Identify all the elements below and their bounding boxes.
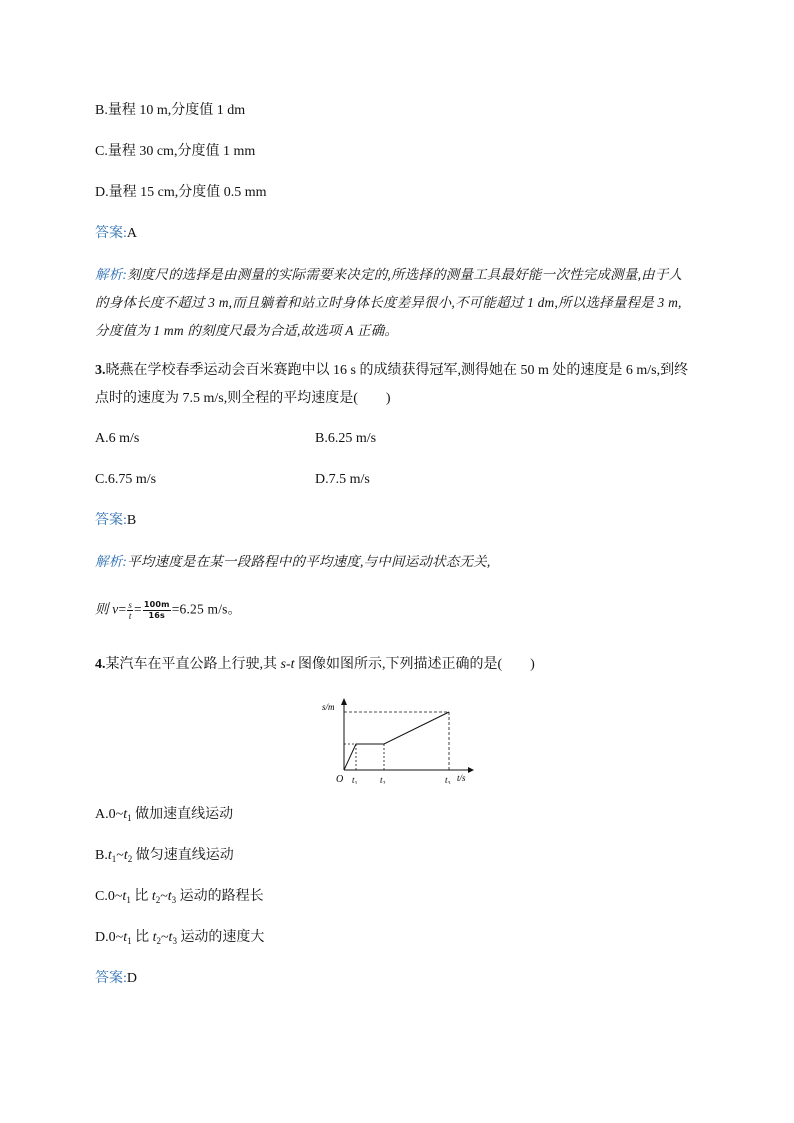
fraction-numerator: 100m [143, 600, 170, 609]
q3-option-b: B.6.25 m/s [315, 431, 377, 446]
option-sub: 2 [127, 854, 133, 864]
q3-option-a: A.6 m/s [95, 431, 140, 446]
answer-label: 答案: [95, 971, 127, 986]
option-var: t [122, 889, 127, 904]
answer-value: A [126, 226, 138, 241]
q3-options-row-2 [95, 471, 370, 489]
option-prefix: D.0~ [95, 930, 124, 945]
option-sub: 1 [127, 813, 132, 823]
option-tilde: ~ [160, 930, 169, 945]
answer-value: D [126, 971, 138, 986]
option-var: t [151, 889, 156, 904]
option-sub: 3 [171, 895, 177, 905]
question-text-st: s-t [280, 657, 295, 672]
option-sub: 1 [127, 936, 132, 946]
q4-option-c [95, 888, 264, 909]
option-var: t [123, 930, 128, 945]
option-sub: 1 [111, 854, 117, 864]
option-prefix: A.0~ [95, 807, 124, 822]
q3-stem-line-1 [95, 362, 688, 380]
q2-answer [95, 225, 137, 243]
question-text-b: 图像如图所示,下列描述正确的是( ) [294, 657, 535, 672]
q4-option-b [95, 847, 234, 868]
fraction-denominator: 16s [148, 611, 166, 620]
formula-v: v [112, 601, 119, 617]
formula-eq: = [118, 601, 127, 617]
formula-result: =6.25 m/s。 [171, 601, 242, 617]
option-text: 做加速直线运动 [131, 807, 234, 822]
t1-label: $t_1$ [352, 775, 358, 784]
option-text: 运动的速度大 [176, 930, 265, 945]
t3-label: $t_3$ [445, 775, 451, 784]
s-t-graph [318, 694, 478, 784]
option-text: 运动的路程长 [176, 889, 264, 904]
option-var: t [123, 848, 128, 863]
fraction-denominator: t [128, 611, 132, 621]
q3-explanation-line-1 [95, 553, 490, 571]
x-axis-label: t/s [457, 773, 466, 783]
y-axis-label: s/m [322, 702, 335, 712]
option-var: t [167, 889, 172, 904]
q2-explanation-line-1 [95, 266, 682, 284]
question-number: 4. [95, 657, 106, 672]
formula-eq-2: = [134, 601, 142, 617]
option-prefix: B. [95, 848, 108, 863]
option-var: t [123, 807, 128, 822]
fraction-values [143, 600, 171, 621]
question-number: 3. [95, 363, 106, 378]
explanation-text: 刻度尺的选择是由测量的实际需要来决定的,所选择的测量工具最好能一次性完成测量,由于人 [127, 267, 683, 282]
option-prefix: C.0~ [95, 889, 123, 904]
formula-prefix: 则 [95, 601, 113, 617]
q3-answer [95, 512, 136, 530]
q3-formula [95, 600, 241, 621]
q2-option-b: B.量程 10 m,分度值 1 dm [95, 103, 246, 118]
option-mid: 比 [131, 930, 153, 945]
q4-option-a [95, 806, 233, 827]
q4-stem [95, 656, 535, 674]
q4-answer [95, 970, 137, 988]
q2-option-d: D.量程 15 cm,分度值 0.5 mm [95, 185, 267, 200]
option-var: t [107, 848, 112, 863]
option-sub: 2 [156, 936, 161, 946]
question-text-a: 某汽车在平直公路上行驶,其 [105, 657, 281, 672]
q3-option-d: D.7.5 m/s [315, 472, 370, 487]
option-sub: 2 [155, 895, 161, 905]
q3-options-row-1 [95, 430, 377, 448]
option-sub: 1 [126, 895, 131, 905]
option-text: 做匀速直线运动 [132, 848, 234, 863]
s-t-line [344, 712, 449, 770]
option-var: t [152, 930, 157, 945]
option-sub: 3 [172, 936, 177, 946]
option-tilde: ~ [160, 889, 168, 904]
origin-label: O [336, 774, 344, 784]
question-text: 晓燕在学校春季运动会百米赛跑中以 16 s 的成绩获得冠军,测得她在 50 m 处的速度是 6 m/s,到终 [105, 363, 689, 378]
option-tilde: ~ [116, 848, 124, 863]
q4-option-d [95, 929, 264, 950]
answer-label: 答案: [95, 226, 127, 241]
t2-label: $t_2$ [380, 775, 386, 784]
q3-option-c: C.6.75 m/s [95, 472, 157, 487]
explanation-label: 解析: [95, 554, 128, 569]
x-axis-arrow [468, 767, 474, 773]
q2-option-c: C.量程 30 cm,分度值 1 mm [95, 144, 256, 159]
fraction-numerator: s [128, 600, 133, 610]
option-var: t [168, 930, 173, 945]
explanation-label: 解析: [95, 267, 128, 282]
y-axis-arrow [341, 698, 347, 705]
q2-explanation-line-3: 分度值为 1 mm 的刻度尺最为合适,故选项 A 正确。 [95, 323, 399, 338]
explanation-text: 平均速度是在某一段路程中的平均速度,与中间运动状态无关, [127, 554, 491, 569]
answer-label: 答案: [95, 513, 127, 528]
fraction-s-over-t [127, 600, 133, 621]
q2-explanation-line-2: 的身体长度不超过 3 m,而且躺着和站立时身体长度差异很小,不可能超过 1 dm,所以选择量程是 3 m, [95, 295, 682, 310]
option-mid: 比 [130, 889, 152, 904]
answer-value: B [126, 513, 137, 528]
q3-stem-line-2: 点时的速度为 7.5 m/s,则全程的平均速度是( ) [95, 391, 391, 406]
